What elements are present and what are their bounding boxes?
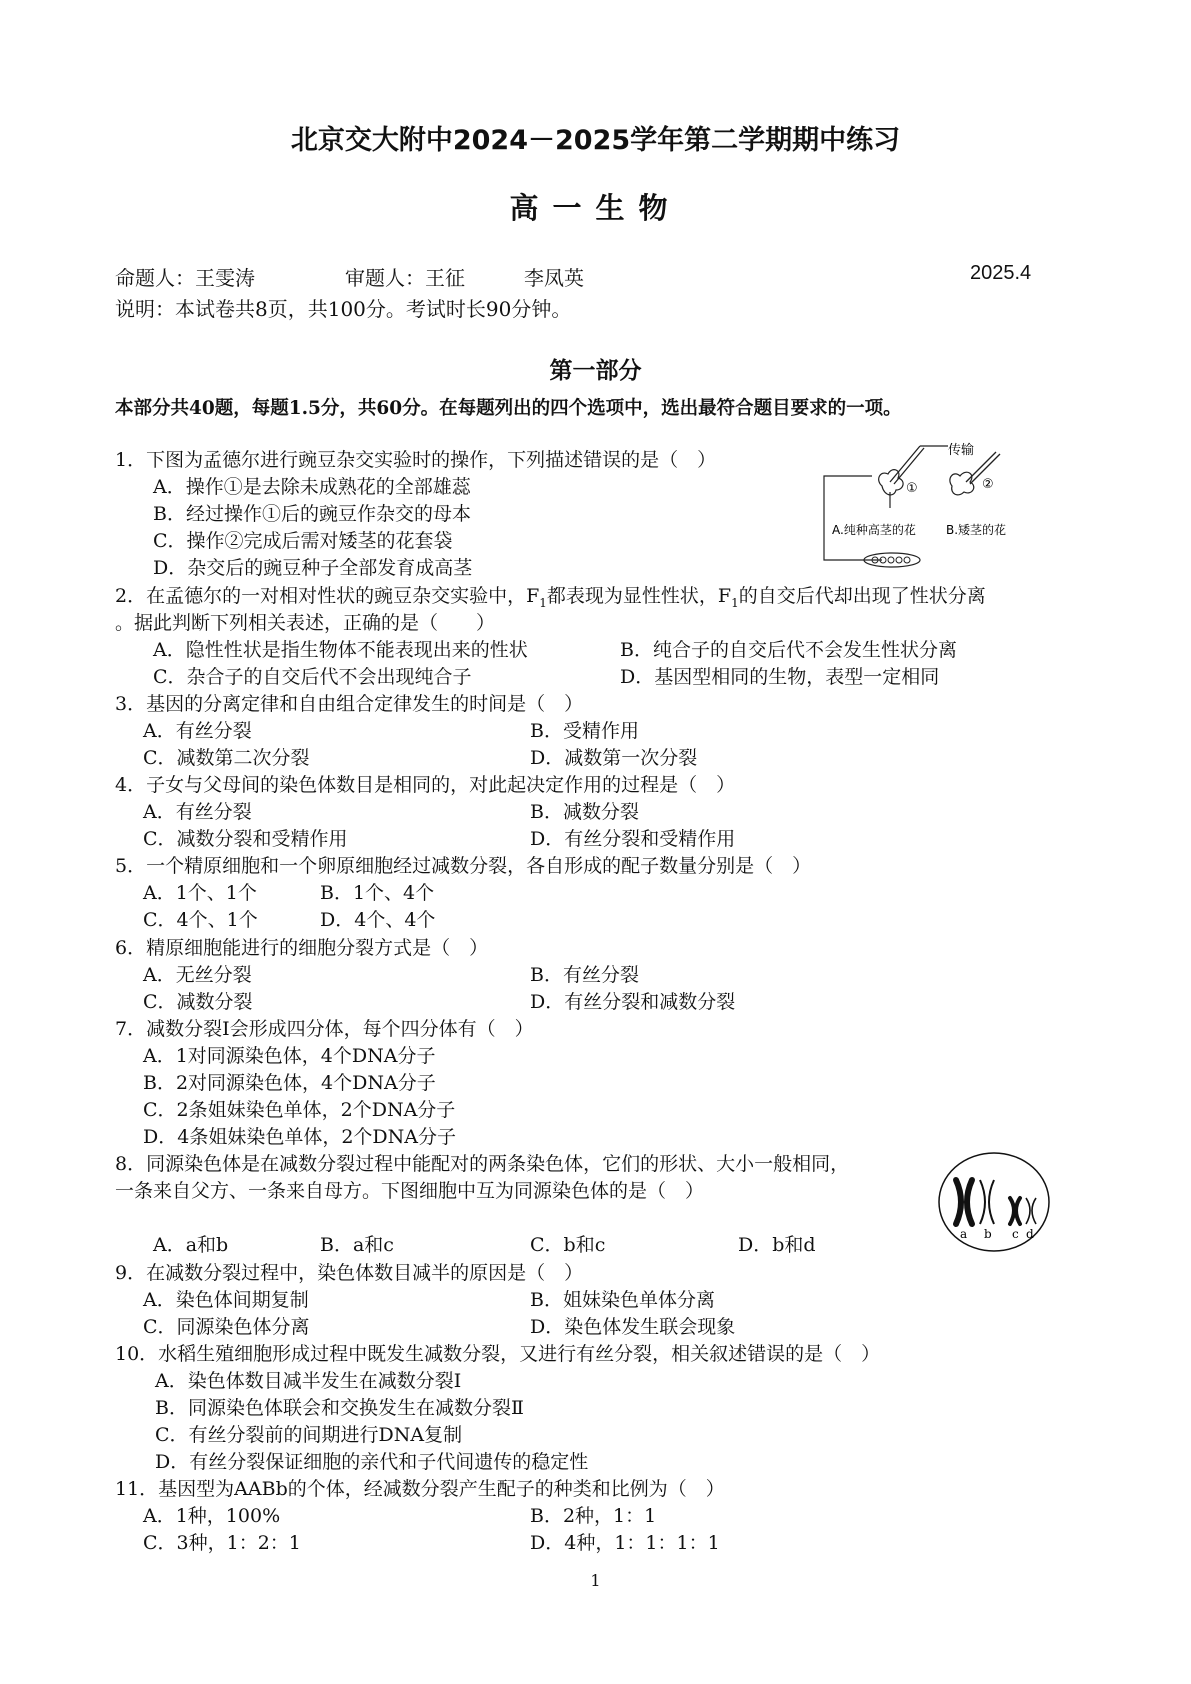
- q3-option-c[interactable]: C．减数第二次分裂: [143, 747, 310, 769]
- q10-option-b[interactable]: B．同源染色体联会和交换发生在减数分裂Ⅱ: [155, 1397, 524, 1419]
- q10-option-d[interactable]: D．有丝分裂保证细胞的亲代和子代间遗传的稳定性: [155, 1451, 589, 1473]
- q8-option-b[interactable]: B．a和c: [320, 1234, 394, 1256]
- pea-hybridization-figure: [820, 442, 1030, 572]
- q1-option-a[interactable]: A．操作①是去除未成熟花的全部雄蕊: [153, 476, 471, 498]
- q7-stem: 7．减数分裂Ⅰ会形成四分体，每个四分体有（ ）: [115, 1018, 534, 1040]
- q3-option-d[interactable]: D．减数第一次分裂: [530, 747, 698, 769]
- reviewer: 审题人：王征: [345, 266, 465, 290]
- q5-option-d[interactable]: D．4个、4个: [320, 909, 436, 931]
- tall-pea-flower-icon: [879, 470, 903, 508]
- page-number: 1: [590, 1571, 601, 1590]
- chromosome-label-b: b: [984, 1227, 992, 1241]
- reviewer-2: 李凤英: [524, 266, 584, 290]
- part-title: 第一部分: [549, 358, 642, 384]
- q9-stem: 9．在减数分裂过程中，染色体数目减半的原因是（ ）: [115, 1262, 584, 1284]
- q11-option-d[interactable]: D．4种，1：1：1：1: [530, 1532, 720, 1554]
- exam-title: 北京交大附中2024－2025学年第二学期期中练习: [290, 125, 901, 156]
- q4-option-a[interactable]: A．有丝分裂: [143, 801, 252, 823]
- q6-stem: 6．精原细胞能进行的细胞分裂方式是（ ）: [115, 937, 489, 959]
- q7-option-a[interactable]: A．1对同源染色体，4个DNA分子: [143, 1045, 436, 1067]
- q3-option-a[interactable]: A．有丝分裂: [143, 720, 252, 742]
- q4-option-c[interactable]: C．减数分裂和受精作用: [143, 828, 348, 850]
- q4-stem: 4．子女与父母间的染色体数目是相同的，对此起决定作用的过程是（ ）: [115, 774, 736, 796]
- q7-option-c[interactable]: C．2条姐妹染色单体，2个DNA分子: [143, 1099, 456, 1121]
- q5-option-c[interactable]: C．4个、1个: [143, 909, 258, 931]
- q2-option-c[interactable]: C．杂合子的自交后代不会出现纯合子: [153, 666, 472, 688]
- q7-option-d[interactable]: D．4条姐妹染色单体，2个DNA分子: [143, 1126, 456, 1148]
- q10-stem: 10．水稻生殖细胞形成过程中既发生减数分裂，又进行有丝分裂，相关叙述错误的是（ ）: [115, 1343, 881, 1365]
- chromosome-b: [980, 1180, 994, 1224]
- q6-option-b[interactable]: B．有丝分裂: [530, 964, 639, 986]
- q10-option-a[interactable]: A．染色体数目减半发生在减数分裂Ⅰ: [155, 1370, 462, 1392]
- exam-subject: 高一生物: [509, 191, 682, 225]
- author: 命题人：王雯涛: [115, 266, 255, 290]
- q9-option-b[interactable]: B．姐妹染色单体分离: [530, 1289, 715, 1311]
- exam-note: 说明：本试卷共8页，共100分。考试时长90分钟。: [115, 297, 572, 321]
- q5-option-a[interactable]: A．1个、1个: [143, 882, 257, 904]
- chromosome-c: [1010, 1198, 1020, 1224]
- q1-option-c[interactable]: C．操作②完成后需对矮茎的花套袋: [153, 530, 453, 552]
- q5-option-b[interactable]: B．1个、4个: [320, 882, 435, 904]
- q5-stem: 5．一个精原细胞和一个卵原细胞经过减数分裂，各自形成的配子数量分别是（ ）: [115, 855, 812, 877]
- q4-option-d[interactable]: D．有丝分裂和受精作用: [530, 828, 736, 850]
- exam-date: 2025.4: [970, 262, 1032, 284]
- flower-b-label: B.矮茎的花: [946, 523, 1007, 537]
- q6-option-d[interactable]: D．有丝分裂和减数分裂: [530, 991, 736, 1013]
- q2-stem: 2．在孟德尔的一对相对性状的豌豆杂交实验中，$F_1$都表现为显性性状，$F_1$的自交后代却出现了性状分离: [115, 585, 986, 610]
- figure-connector: [824, 476, 882, 560]
- q11-option-a[interactable]: A．1种，100%: [143, 1505, 281, 1527]
- q4-option-b[interactable]: B．减数分裂: [530, 801, 639, 823]
- chromosome-label-d: d: [1026, 1227, 1034, 1241]
- flower-a-label: A.纯种高茎的花: [832, 523, 916, 537]
- q8-option-a[interactable]: A．a和b: [153, 1234, 229, 1256]
- forceps-icon: [890, 446, 924, 484]
- chromosome-label-c: c: [1012, 1227, 1019, 1241]
- q8-option-c[interactable]: C．b和c: [530, 1234, 606, 1256]
- q2-option-d[interactable]: D．基因型相同的生物，表型一定相同: [620, 666, 940, 688]
- q11-option-c[interactable]: C．3种，1：2：1: [143, 1532, 301, 1554]
- q9-option-d[interactable]: D．染色体发生联会现象: [530, 1316, 736, 1338]
- pea-pod-icon: [864, 553, 920, 567]
- q1-stem: 1．下图为孟德尔进行豌豆杂交实验时的操作，下列描述错误的是（ ）: [115, 449, 717, 471]
- q10-option-c[interactable]: C．有丝分裂前的间期进行DNA复制: [155, 1424, 463, 1446]
- q3-stem: 3．基因的分离定律和自由组合定律发生的时间是（ ）: [115, 693, 584, 715]
- transfer-label: 传输: [948, 442, 975, 457]
- q11-stem: 11．基因型为AABb的个体，经减数分裂产生配子的种类和比例为（ ）: [115, 1478, 725, 1500]
- step-1-mark: ①: [906, 481, 918, 496]
- chromosome-d: [1026, 1198, 1036, 1224]
- q2-option-a[interactable]: A．隐性性状是指生物体不能表现出来的性状: [153, 639, 528, 661]
- q8-stem: 8．同源染色体是在减数分裂过程中能配对的两条染色体，它们的形状、大小一般相同，: [115, 1153, 850, 1175]
- q11-option-b[interactable]: B．2种，1：1: [530, 1505, 657, 1527]
- q9-option-a[interactable]: A．染色体间期复制: [143, 1289, 309, 1311]
- q7-option-b[interactable]: B．2对同源染色体，4个DNA分子: [143, 1072, 436, 1094]
- q1-option-b[interactable]: B．经过操作①后的豌豆作杂交的母本: [153, 503, 471, 525]
- q3-option-b[interactable]: B．受精作用: [530, 720, 639, 742]
- step-2-mark: ②: [982, 477, 994, 492]
- q6-option-a[interactable]: A．无丝分裂: [143, 964, 252, 986]
- chromosome-a: [956, 1180, 972, 1224]
- chromosome-label-a: a: [960, 1227, 968, 1241]
- q6-option-c[interactable]: C．减数分裂: [143, 991, 253, 1013]
- q2-stem-line2: 。据此判断下列相关表述，正确的是（ ）: [115, 612, 496, 634]
- q1-option-d[interactable]: D．杂交后的豌豆种子全部发育成高茎: [153, 557, 473, 579]
- q9-option-c[interactable]: C．同源染色体分离: [143, 1316, 310, 1338]
- q8-stem-line2: 一条来自父方、一条来自母方。下图细胞中互为同源染色体的是（ ）: [115, 1180, 705, 1202]
- q2-option-b[interactable]: B．纯合子的自交后代不会发生性状分离: [620, 639, 957, 661]
- cell-chromosome-figure: [936, 1150, 1052, 1254]
- part-instructions: 本部分共40题，每题1.5分，共60分。在每题列出的四个选项中，选出最符合题目要求的一项。: [115, 398, 902, 419]
- q8-option-d[interactable]: D．b和d: [738, 1234, 816, 1256]
